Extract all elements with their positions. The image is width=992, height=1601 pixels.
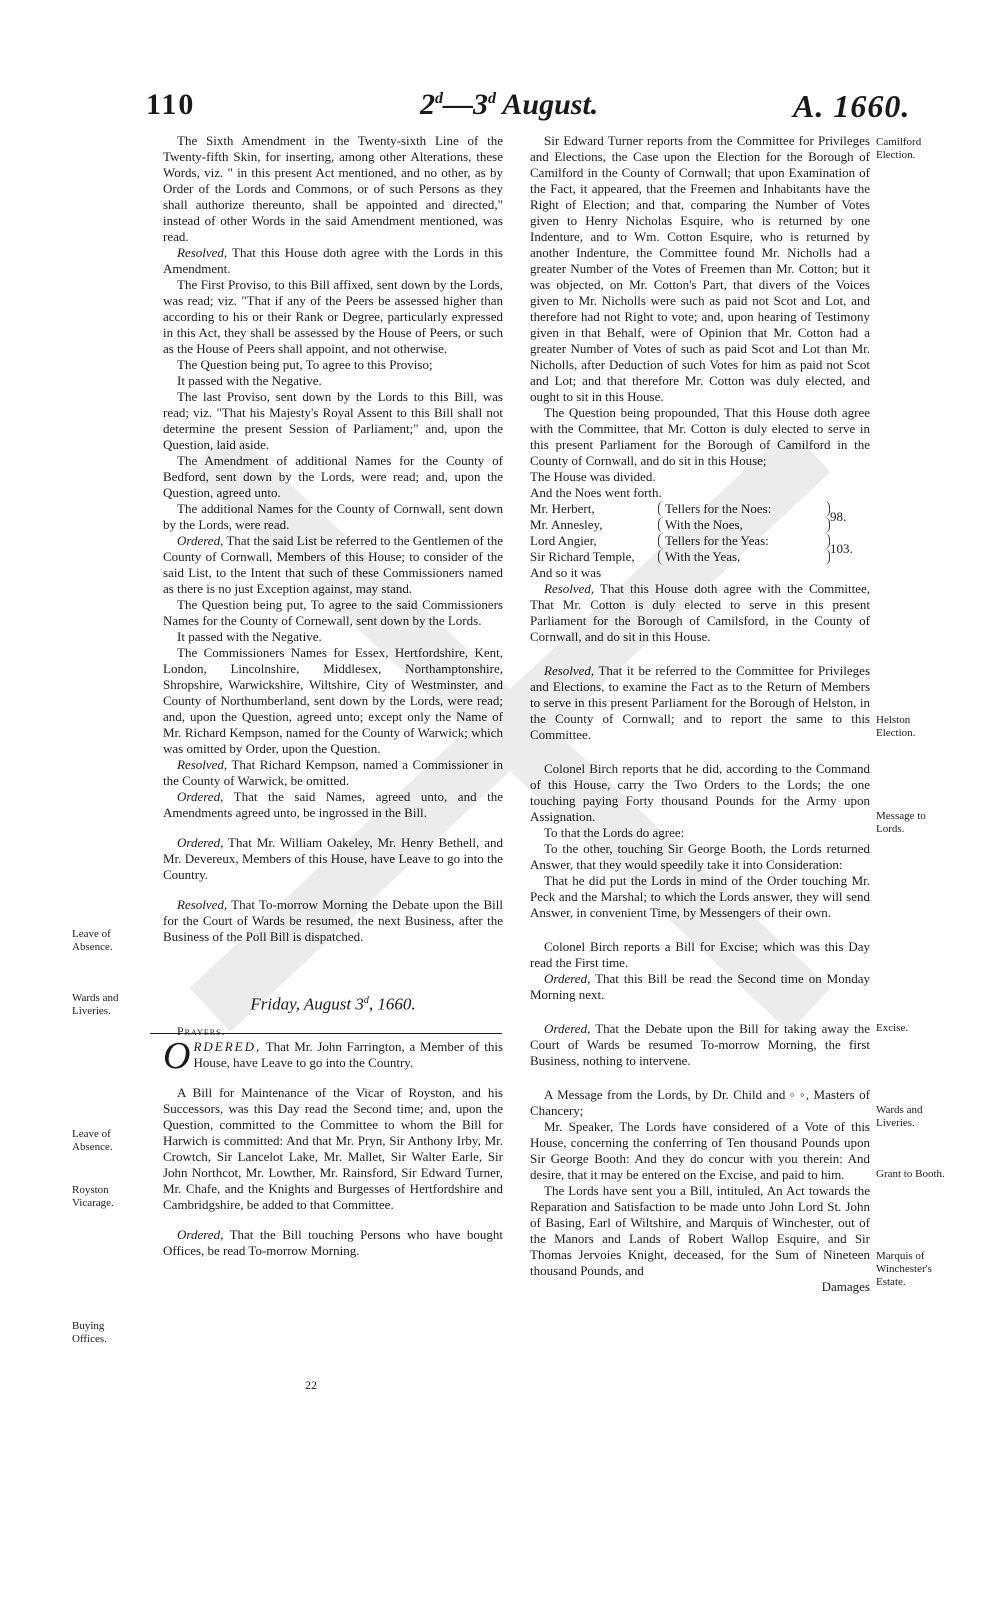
margin-note: Royston Vicarage. (72, 1184, 114, 1209)
noes-count: 98. (830, 509, 847, 524)
tellers-table (530, 501, 870, 565)
paragraph: Sir Edward Turner reports from the Committee for Privileges and Elections, the Case upon the Election for the Borough of Camilford in the County of Cornwall; that upon Examination of the Fact, it appeared, that the Freemen and Inhabitants have the Right of Election; and that, comparing the Number of Votes given to Henry Nicholas Esquire, who is returned by one Indenture, and to Wm. Cotton Esquire, who is returned by another Indenture, the Committee found Mr. Nicholls had a greater Number of the Votes of Freemen than Mr. Cotton; but it was objected, on Mr. Cotton's Part, that divers of the Voices given to Mr. Nicholls were such as paid not Scot and Lot, and therefore had not Right to vote; and, upon hearing of Testimony given in that Behalf, were of Opinion that Mr. Cotton had a greater Number of Votes of such as paid Scot and Lot than Mr. Nicholls, after Deduction of such Votes for him as paid not Scot and Lot; and that therefore Mr. Cotton was duly elected, and ought to sit in this House. (530, 133, 870, 404)
paragraph: The Amendment of additional Names for the County of Bedford, sent down by the Lords, were read; and, upon the Question, agreed unto. (163, 453, 503, 500)
date-day-a: 2 (420, 88, 435, 121)
day-heading-year: , 1660. (368, 994, 416, 1014)
paragraph: The Sixth Amendment in the Twenty-sixth Line of the Twenty-fifth Skin, for inserting, among other Alterations, these Words, viz. " in this present Act mentioned, and no other, as by Order of the Lords and Commons, or of such Persons as they shall authorize thereunto, shall be appointed and directed," instead of other Words in the said Amendment mentioned, was read. (163, 133, 503, 244)
paragraph-text: That it be referred to the Committee for Privileges and Elections, to examine the Fact as to the Return of Members to serve in this present Parliament for the Borough of Helston, in the County of Cornwall; and to report the same to this Committee. (530, 663, 870, 742)
paragraph: It passed with the Negative. (177, 629, 322, 644)
paragraph (163, 245, 503, 277)
ordered-label: Ordered, (544, 971, 591, 986)
paragraph: Mr. Speaker, The Lords have considered of a Vote of this House, concerning the conferring of Ten thousand Pounds upon Sir George Booth: And they do concur with you therein: And desire, that it may be entered on the Excise, and paid to him. (530, 1119, 870, 1182)
drop-cap: O (163, 1034, 191, 1077)
right-column (530, 133, 870, 1295)
teller-name: Mr. Annesley, (530, 517, 603, 532)
teller-role: Tellers for the Noes: (658, 501, 830, 517)
margin-note: Leave of Absence. (72, 1128, 113, 1153)
paragraph (163, 1227, 503, 1259)
paragraph: Colonel Birch reports a Bill for Excise; which was this Day read the First time. (530, 939, 870, 970)
ordered-label: Ordered, (544, 1021, 591, 1036)
paragraph (530, 663, 870, 743)
paragraph (163, 835, 503, 883)
left-column (163, 133, 503, 1259)
teller-name: Mr. Herbert, (530, 501, 595, 516)
paragraph: A Bill for Maintenance of the Vicar of Royston, and his Successors, was this Day read the Second time; and, upon the Question, committed to the Committee to whom the Bill for Harwich is committed: And that Mr. Pryn, Sir Anthony Irby, Mr. Crowtch, Sir Lancelot Lake, Mr. Mallet, Sir Walter Earle, Sir John Northcot, Mr. Lowther, Mr. Rainsford, Sir Edward Turner, Mr. Chafe, and the Knights and Burgesses of Hertfordshire and Cambridgshire, be added to that Committee. (163, 1084, 503, 1212)
day-heading-sup: d (363, 995, 369, 1006)
paragraph: To the other, touching Sir George Booth, the Lords returned Answer, that they would speedily take it into Consideration: (530, 841, 870, 872)
paragraph: The Lords have sent you a Bill, intituled, An Act towards the Reparation and Satisfaction to be made unto John Lord St. John of Basing, Earl of Wiltshire, and Marquis of Winchester, out of the Manors and Lands of Robert Wallop Esquire, and Sir Thomas Jervoies Knight, deceased, for the Sum of Nineteen thousand Pounds, and (530, 1183, 870, 1278)
resolved-label: Resolved, (544, 581, 595, 596)
paragraph: The Commissioners Names for Essex, Hertfordshire, Kent, London, Lincolnshire, Middlesex, Northamptonshire, Shropshire, Warwickshire, Wiltshire, City of Westminster, and County of Northumberland, sent down by the Lords, were read; and, upon the Question, agreed unto; except only the Name of Mr. Richard Kempson, named for the County of Warwick; which was omitted by Order, upon the Question. (163, 645, 503, 756)
paragraph: And so it was (530, 565, 602, 580)
margin-note: Wards and Liveries. (876, 1104, 923, 1129)
paragraph: The additional Names for the County of Cornwall, sent down by the Lords, were read. (163, 501, 503, 532)
teller-role: Tellers for the Yeas: (658, 533, 830, 549)
paragraph-text: That this House doth agree with the Committee, That Mr. Cotton is duly elected to serve in this present Parliament for the Borough of Camilsford, in the County of Cornwall, and do sit in this House. (530, 581, 870, 644)
paragraph: The Question being put, To agree to the said Commissioners Names for the County of Cornewall, sent down by the Lords. (163, 597, 503, 628)
paragraph: The House was divided. (530, 469, 656, 484)
paragraph (530, 1021, 870, 1069)
page-number: 110 (146, 88, 196, 121)
margin-note: Leave of Absence. (72, 928, 113, 953)
paragraph: The last Proviso, sent down by the Lords to this Bill, was read; viz. "That his Majesty's Royal Assent to this Bill shall not determine the present Session of Parliament;" and, upon the Question, laid aside. (163, 389, 503, 452)
paragraph (530, 581, 870, 645)
date-sup-b: d (488, 90, 496, 107)
margin-note: Message to Lords. (876, 810, 926, 835)
ordered-label: Ordered, (177, 789, 224, 804)
resolved-label: Resolved, (544, 663, 595, 678)
paragraph-text: That the Debate upon the Bill for taking away the Court of Wards be resumed To-morrow Morning, the first Business, nothing to intervene. (530, 1021, 870, 1068)
catchword: Damages (821, 1279, 870, 1294)
paragraph: It passed with the Negative. (177, 373, 322, 388)
margin-note: Camilford Election. (876, 136, 922, 161)
date-month: August. (502, 88, 599, 121)
paragraph: A Message from the Lords, by Dr. Child and ◦ ◦, Masters of Chancery; (530, 1087, 870, 1118)
paragraph-text: That this House doth agree with the Lords in this Amendment. (163, 245, 503, 276)
paragraph-text: That the said Names, agreed unto, and the Amendments agreed unto, be ingrossed in the Bill. (163, 789, 503, 820)
paragraph (163, 789, 503, 821)
date-dash: — (443, 88, 473, 121)
paragraph (163, 1034, 503, 1077)
day-heading-text: Friday, August 3 (250, 994, 364, 1014)
prayers-label: Prayers. (177, 1023, 226, 1038)
paragraph: To that the Lords do agree: (544, 825, 685, 840)
date-sup-a: d (435, 90, 443, 107)
resolved-label: Resolved, (177, 245, 228, 260)
date-day-b: 3 (473, 88, 488, 121)
paragraph: Colonel Birch reports that he did, according to the Command of this House, carry the Two Orders to the Lords; the one touching paying Forty thousand Pounds for the Army upon Assignation. (530, 761, 870, 824)
resolved-label: Resolved, (177, 757, 228, 772)
paragraph: The Question being put, To agree to this Proviso; (177, 357, 433, 372)
paragraph (530, 971, 870, 1003)
margin-note: Grant to Booth. (876, 1168, 945, 1180)
teller-role: With the Noes, (658, 517, 830, 533)
page-date-heading (420, 88, 598, 122)
paragraph: And the Noes went forth. (530, 485, 662, 500)
paragraph: The Question being propounded, That this House doth agree with the Committee, that Mr. Cotton is duly elected to serve in this present Parliament for the Borough of Camilford in the County of Cornwall, and do sit in this House; (530, 405, 870, 468)
page-year: A. 1660. (793, 88, 911, 124)
paragraph: That he did put the Lords in mind of the Order touching Mr. Peck and the Marshal; to which the Lords answer, they will send Answer, in convenient Time, by Messengers of their own. (530, 873, 870, 920)
yeas-count: 103. (830, 541, 853, 556)
paragraph-text: That the said List be referred to the Gentlemen of the County of Cornwall, Members of this House; to consider of the said List, to the Intent that such of these Commissioners named as there is no just Exception against, may stand. (163, 533, 503, 596)
teller-role: With the Yeas, (658, 549, 830, 565)
paragraph-text: That Mr. John Farrington, a Member of this House, have Leave to go into the Country. (193, 1038, 503, 1070)
paragraph-text: That this Bill be read the Second time on Monday Morning next. (530, 971, 870, 1002)
ordered-caps: RDERED, (193, 1038, 262, 1054)
day-heading (163, 993, 503, 1013)
paragraph: The First Proviso, to this Bill affixed, sent down by the Lords, was read; viz. "That if any of the Peers be assessed higher than according to his or their Rank or Degree, particularly expressed in this Act, they shall be assessed by the House of Peers, or such as the House of Peers shall appoint, and not otherwise. (163, 277, 503, 356)
resolved-label: Resolved, (177, 897, 228, 912)
signature-mark: 22 (305, 1378, 317, 1392)
paragraph (163, 897, 503, 945)
margin-note: Helston Election. (876, 714, 916, 739)
ordered-label: Ordered, (177, 1226, 224, 1242)
paragraph (163, 757, 503, 789)
teller-name: Sir Richard Temple, (530, 549, 635, 564)
paragraph-text: That Richard Kempson, named a Commissioner in the County of Warwick, be omitted. (163, 757, 503, 788)
margin-note: Buying Offices. (72, 1320, 107, 1345)
margin-note: Excise. (876, 1022, 909, 1034)
section-divider (150, 1033, 502, 1034)
paragraph-text: That the Bill touching Persons who have bought Offices, be read To-morrow Morning. (163, 1226, 503, 1258)
paragraph-text: That To-morrow Morning the Debate upon the Bill for the Court of Wards be resumed, the next Business, after the Business of the Poll Bill is dispatched. (163, 897, 503, 944)
paragraph (163, 533, 503, 597)
teller-name: Lord Angier, (530, 533, 597, 548)
margin-note: Wards and Liveries. (72, 992, 119, 1017)
margin-note: Marquis of Winchester's Estate. (876, 1250, 932, 1288)
ordered-label: Ordered, (177, 533, 224, 548)
ordered-label: Ordered, (177, 835, 224, 850)
paragraph-text: That Mr. William Oakeley, Mr. Henry Bethell, and Mr. Devereux, Members of this House, have Leave to go into the Country. (163, 835, 503, 882)
